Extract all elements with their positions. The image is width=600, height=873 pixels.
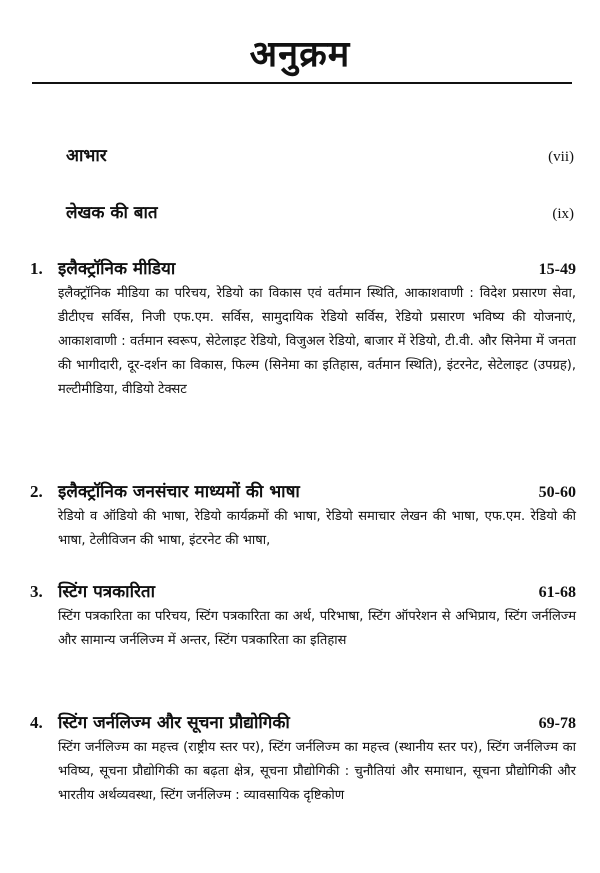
chapter-heading: [30, 256, 576, 279]
chapter-heading: [30, 479, 576, 502]
chapter-entry-4: [30, 710, 576, 808]
chapter-title: स्टिंग जर्नलिज्म और सूचना प्रौद्योगिकी: [58, 713, 290, 733]
chapter-heading: [30, 710, 576, 733]
chapter-page-range: 61-68: [538, 584, 576, 601]
chapter-entry-2: [30, 479, 576, 553]
chapter-page-range: 69-78: [538, 715, 576, 732]
chapter-description: इलैक्ट्रॉनिक मीडिया का परिचय, रेडियो का विकास एवं वर्तमान स्थिति, आकाशवाणी : विदेश प्रसारण सेवा, डीटीएच सर्विस, निजी एफ.एम. सर्विस, सामुदायिक रेडियो सर्विस, रेडियो प्रसारण भविष्य की योजनाएं, आकाशवाणी : वर्तमान स्वरूप, सेटेलाइट रेडियो, विजुअल रेडियो, बाजार में रेडियो, टी.वी. और सिनेमा में जनता की भागीदारी, दूर-दर्शन का विकास, फिल्म (सिनेमा का इतिहास, वर्तमान स्थिति), इंटरनेट, सेटेलाइट (उपग्रह), मल्टीमीडिया, वीडियो टेक्सट: [58, 286, 576, 397]
chapter-heading: [30, 579, 576, 602]
page-title: अनुक्रम: [249, 34, 351, 75]
chapter-title: इलैक्ट्रॉनिक जनसंचार माध्यमों की भाषा: [58, 482, 300, 502]
front-matter-label: लेखक की बात: [66, 203, 158, 223]
chapter-entry-1: [30, 256, 576, 402]
title-divider: [32, 82, 572, 84]
chapter-description: स्टिंग पत्रकारिता का परिचय, स्टिंग पत्रकारिता का अर्थ, परिभाषा, स्टिंग ऑपरेशन से अभिप्राय, स्टिंग जर्नलिज्म और सामान्य जर्नलिज्म में अन्तर, स्टिंग पत्रकारिता का इतिहास: [58, 609, 576, 648]
chapter-title: इलैक्ट्रॉनिक मीडिया: [58, 259, 176, 279]
front-matter-row-acknowledgement: [66, 143, 574, 166]
chapter-number: 1.: [30, 259, 43, 278]
chapter-number: 4.: [30, 713, 43, 732]
chapter-title: स्टिंग पत्रकारिता: [58, 582, 156, 602]
chapter-number: 3.: [30, 582, 43, 601]
front-matter-page: (ix): [552, 206, 574, 222]
chapter-description: रेडियो व ऑडियो की भाषा, रेडियो कार्यक्रमों की भाषा, रेडियो समाचार लेखन की भाषा, एफ.एम. रेडियो की भाषा, टेलीविजन की भाषा, इंटरनेट की भाषा,: [58, 509, 576, 548]
chapter-page-range: 50-60: [538, 484, 576, 501]
chapter-entry-3: [30, 579, 576, 653]
front-matter-label: आभार: [66, 146, 107, 166]
chapter-number: 2.: [30, 482, 43, 501]
chapter-description: स्टिंग जर्नलिज्म का महत्त्व (राष्ट्रीय स्तर पर), स्टिंग जर्नलिज्म का महत्त्व (स्थानीय स्तर पर), स्टिंग जर्नलिज्म का भविष्य, सूचना प्रौद्योगिकी का बढ़ता क्षेत्र, सूचना प्रौद्योगिकी : चुनौतियां और समाधान, सूचना प्रौद्योगिकी और भारतीय अर्थव्यवस्था, स्टिंग जर्नलिज्म : व्यावसायिक दृष्टिकोण: [58, 740, 576, 803]
front-matter-page: (vii): [548, 149, 574, 165]
chapter-page-range: 15-49: [538, 261, 576, 278]
front-matter-row-author-note: [66, 200, 574, 223]
